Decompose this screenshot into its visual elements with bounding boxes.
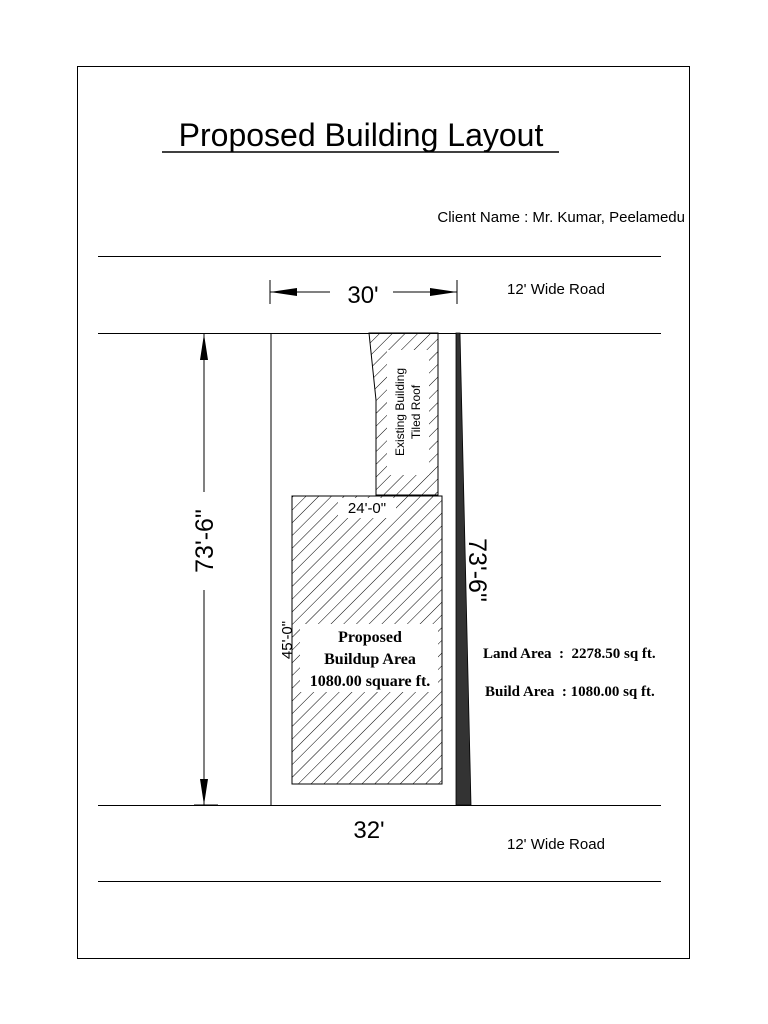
page-title: Proposed Building Layout bbox=[178, 117, 544, 153]
client-name: Client Name : Mr. Kumar, Peelamedu bbox=[437, 209, 685, 226]
building-depth-label: 45'-0" bbox=[279, 620, 296, 660]
left-depth-label: 73'-6" bbox=[191, 509, 219, 573]
proposed-area-line2: Buildup Area bbox=[324, 651, 416, 668]
proposed-area-line1: Proposed bbox=[338, 629, 402, 646]
bottom-road-label: 12' Wide Road bbox=[507, 836, 605, 853]
top-road-label: 12' Wide Road bbox=[507, 281, 605, 298]
right-depth-label: 73'-6" bbox=[463, 538, 491, 602]
rear-width-label: 32' bbox=[353, 817, 385, 844]
existing-building-roof-label: Tiled Roof bbox=[409, 384, 423, 440]
build-area-summary: Build Area : 1080.00 sq ft. bbox=[485, 684, 655, 700]
front-width-label: 30' bbox=[347, 282, 379, 309]
proposed-area-value: 1080.00 square ft. bbox=[309, 673, 431, 690]
building-width-label: 24'-0" bbox=[347, 500, 387, 517]
land-area-summary: Land Area : 2278.50 sq ft. bbox=[483, 646, 656, 662]
existing-building-label: Existing Building bbox=[393, 367, 407, 457]
